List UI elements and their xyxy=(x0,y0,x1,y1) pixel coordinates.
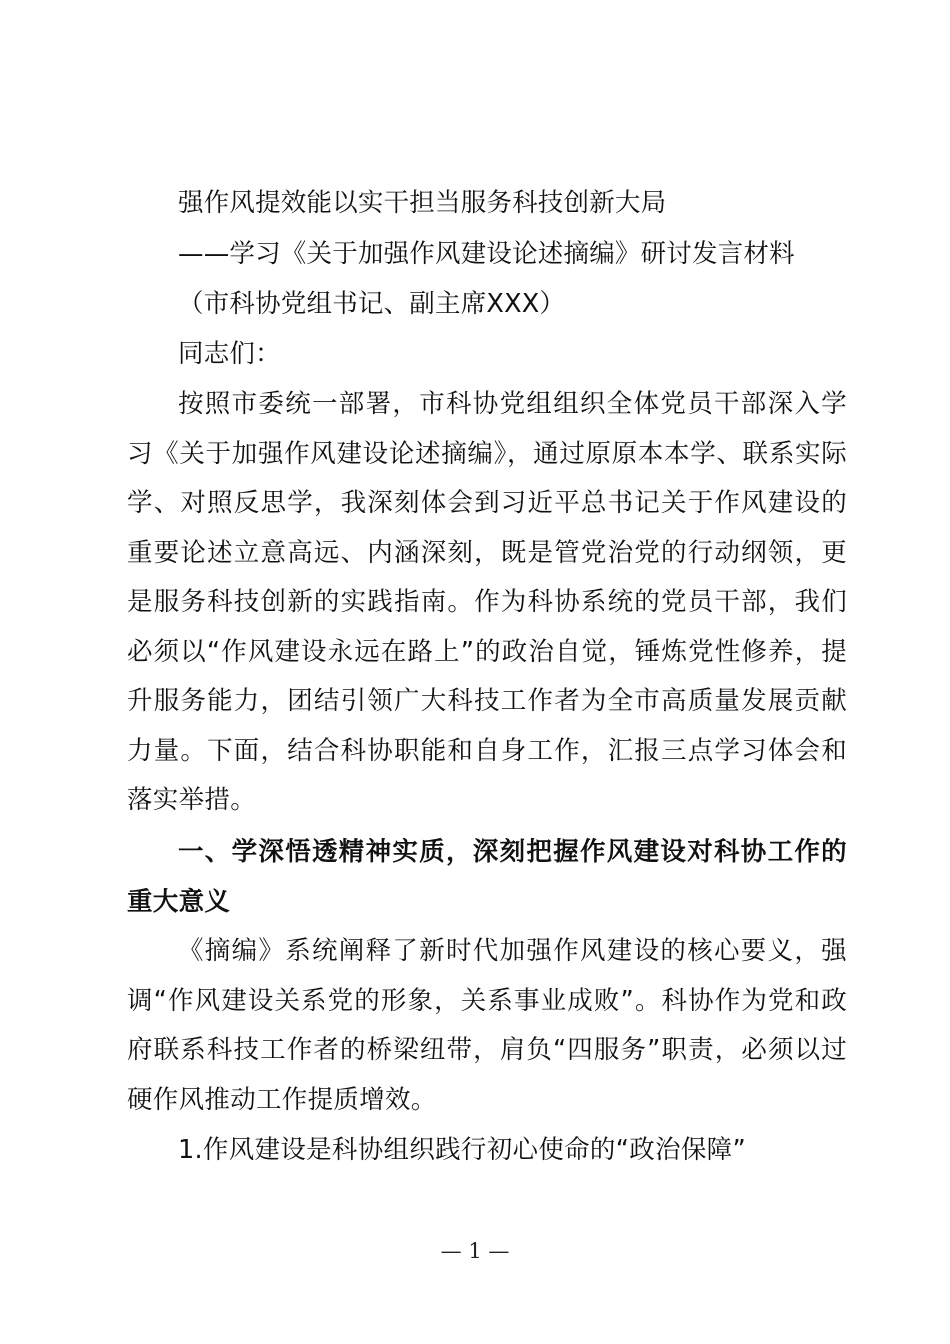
section-heading-1: 一、学深悟透精神实质，深刻把握作风建设对科协工作的重大意义 xyxy=(127,837,847,917)
document-title: 强作风提效能以实干担当服务科技创新大局 xyxy=(178,188,667,218)
subheading-1: 1.作风建设是科协组织践行初心使命的“政治保障” xyxy=(178,1135,746,1165)
page-number: — 1 — xyxy=(440,1239,510,1263)
document-subtitle: ——学习《关于加强作风建设论述摘编》研讨发言材料 xyxy=(178,239,795,269)
intro-paragraph: 按照市委统一部署，市科协党组组织全体党员干部深入学习《关于加强作风建设论述摘编》，通过原原本本学、联系实际学、对照反思学，我深刻体会到习近平总书记关于作风建设的重要论述立意高远、内涵深刻，既是管党治党的行动纲领，更是服务科技创新的实践指南。作为科协系统的党员干部，我们必须以“作风建设永远在路上”的政治自觉，锤炼党性修养，提升服务能力，团结引领广大科技工作者为全市高质量发展贡献力量。下面，结合科协职能和自身工作，汇报三点学习体会和落实举措。 xyxy=(127,389,847,815)
salutation: 同志们： xyxy=(178,339,281,369)
section-paragraph-1: 《摘编》系统阐释了新时代加强作风建设的核心要义，强调“作风建设关系党的形象，关系事业成败”。科协作为党和政府联系科技工作者的桥梁纽带，肩负“四服务”职责，必须以过硬作风推动工作提质增效。 xyxy=(127,936,847,1115)
speaker-line: （市科协党组书记、副主席XXX） xyxy=(178,289,566,319)
